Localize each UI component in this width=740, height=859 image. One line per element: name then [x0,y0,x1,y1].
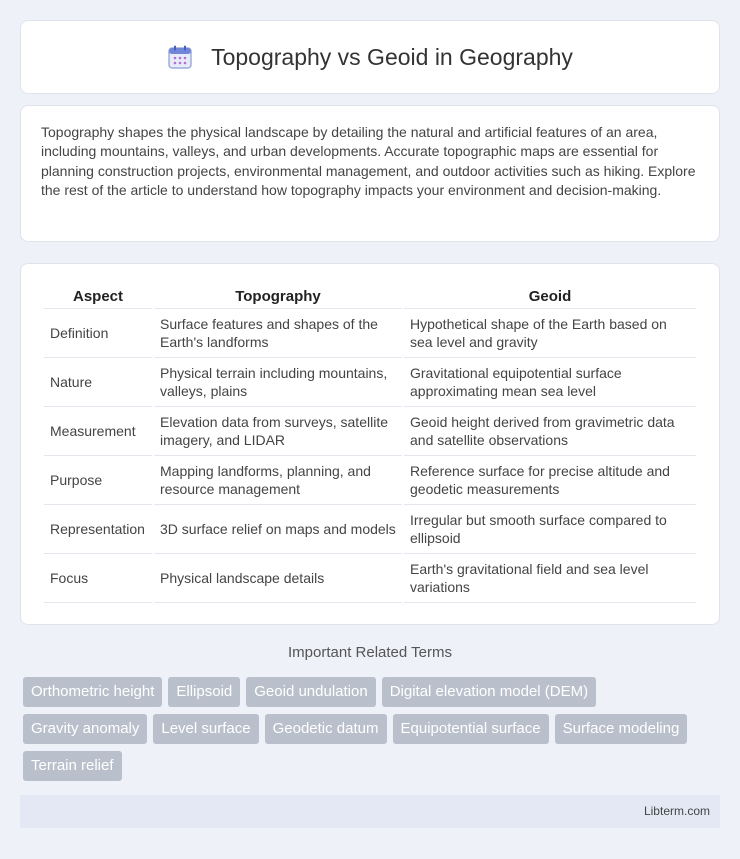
table-row [44,505,696,554]
comparison-table [42,284,698,603]
related-term-tag[interactable]: Equipotential surface [393,714,549,744]
comparison-card [20,263,720,625]
intro-text: Topography shapes the physical landscape by detailing the natural and artificial features of an area, including mountains, valleys, and urban developments. Accurate topographic maps are essential for planning construction projects, environmental management, and outdoor activities such as hiking. Explore the rest of the article to understand how topography impacts your environment and decision-making. [41,124,696,199]
cell-topography: 3D surface relief on maps and models [154,505,402,554]
cell-aspect: Focus [44,554,152,603]
header-aspect: Aspect [44,284,152,309]
related-term-tag[interactable]: Geodetic datum [265,714,387,744]
table-row [44,407,696,456]
header-geoid: Geoid [404,284,696,309]
related-term-tag[interactable]: Digital elevation model (DEM) [382,677,596,707]
cell-aspect: Definition [44,309,152,358]
cell-topography: Physical terrain including mountains, valleys, plains [154,358,402,407]
table-header-row [44,284,696,309]
cell-topography: Mapping landforms, planning, and resource management [154,456,402,505]
cell-geoid: Gravitational equipotential surface approximating mean sea level [404,358,696,407]
cell-geoid: Reference surface for precise altitude and geodetic measurements [404,456,696,505]
cell-topography: Surface features and shapes of the Earth's landforms [154,309,402,358]
related-term-tag[interactable]: Ellipsoid [168,677,240,707]
cell-geoid: Irregular but smooth surface compared to ellipsoid [404,505,696,554]
related-term-tag[interactable]: Terrain relief [23,751,122,781]
table-row [44,309,696,358]
related-term-tag[interactable]: Gravity anomaly [23,714,147,744]
page-title: Topography vs Geoid in Geography [211,43,573,70]
related-term-tag[interactable]: Level surface [153,714,258,744]
table-row [44,358,696,407]
calendar-icon [167,44,193,70]
table-row [44,554,696,603]
related-term-tag[interactable]: Orthometric height [23,677,162,707]
related-terms-list [23,677,723,788]
cell-aspect: Representation [44,505,152,554]
cell-aspect: Nature [44,358,152,407]
related-terms-title: Important Related Terms [288,644,452,661]
header-topography: Topography [154,284,402,309]
cell-aspect: Measurement [44,407,152,456]
header-card [20,20,720,94]
cell-geoid: Geoid height derived from gravimetric data and satellite observations [404,407,696,456]
cell-topography: Elevation data from surveys, satellite imagery, and LIDAR [154,407,402,456]
cell-geoid: Hypothetical shape of the Earth based on sea level and gravity [404,309,696,358]
footer-site-link[interactable]: Libterm.com [643,804,710,818]
related-term-tag[interactable]: Surface modeling [555,714,688,744]
cell-geoid: Earth's gravitational field and sea level variations [404,554,696,603]
intro-card [20,105,720,242]
related-term-tag[interactable]: Geoid undulation [246,677,375,707]
table-row [44,456,696,505]
cell-topography: Physical landscape details [154,554,402,603]
cell-aspect: Purpose [44,456,152,505]
footer [20,795,720,828]
